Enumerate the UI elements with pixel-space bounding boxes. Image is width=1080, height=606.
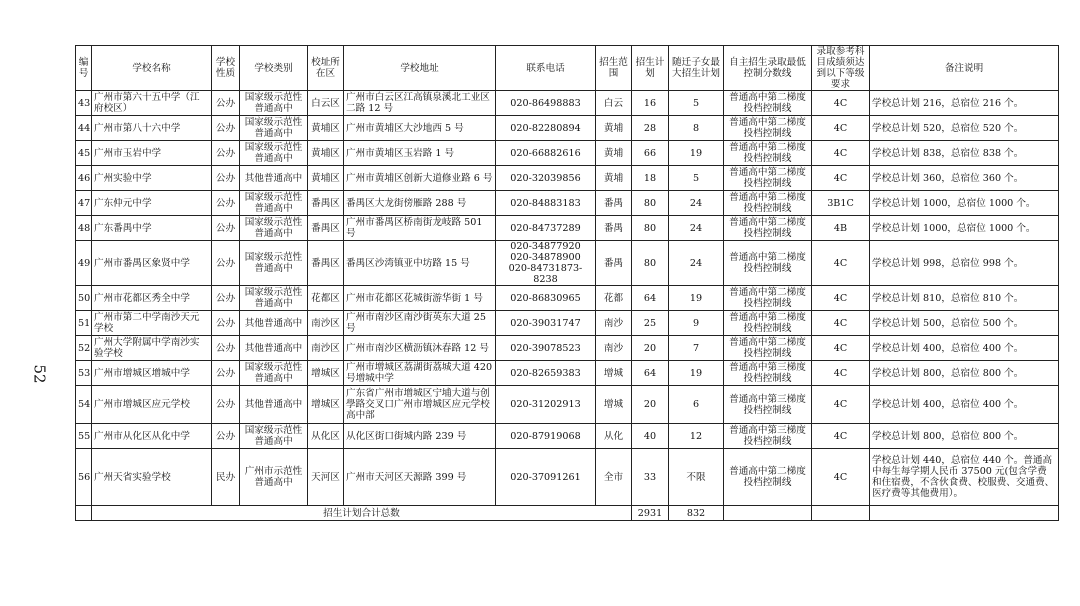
header-range: 招生范围 <box>596 46 632 91</box>
cell-note: 学校总计划 838，总宿位 838 个。 <box>870 141 1059 166</box>
table-row <box>76 336 1059 361</box>
cell-type: 国家级示范性普通高中 <box>240 91 308 116</box>
cell-plan: 18 <box>632 166 669 191</box>
cell-score: 普通高中第三梯度投档控制线 <box>724 361 812 386</box>
cell-num: 50 <box>76 286 92 311</box>
cell-range: 白云 <box>596 91 632 116</box>
cell-nature: 公办 <box>212 424 240 449</box>
cell-grade: 4C <box>812 166 870 191</box>
table-row <box>76 241 1059 286</box>
cell-range: 全市 <box>596 449 632 506</box>
cell-girls: 24 <box>669 191 724 216</box>
cell-range: 番禺 <box>596 191 632 216</box>
cell-num: 55 <box>76 424 92 449</box>
cell-address: 广州市番禺区桥南街龙岐路 501 号 <box>344 216 496 241</box>
cell-range: 番禺 <box>596 216 632 241</box>
cell-address: 广州市增城区荔湖街荔城大道 420 号增城中学 <box>344 361 496 386</box>
cell-grade: 3B1C <box>812 191 870 216</box>
cell-phone: 020-39031747 <box>496 311 596 336</box>
cell-plan: 16 <box>632 91 669 116</box>
cell-range: 南沙 <box>596 311 632 336</box>
cell-num: 46 <box>76 166 92 191</box>
cell-name: 广州市从化区从化中学 <box>92 424 212 449</box>
total-label: 招生计划合计总数 <box>92 506 632 521</box>
cell-name: 广州市第八十六中学 <box>92 116 212 141</box>
cell-name: 广州市增城区增城中学 <box>92 361 212 386</box>
header-district: 校址所在区 <box>308 46 344 91</box>
header-type: 学校类别 <box>240 46 308 91</box>
cell-plan: 25 <box>632 311 669 336</box>
cell-phone: 020-37091261 <box>496 449 596 506</box>
cell-nature: 公办 <box>212 216 240 241</box>
cell-girls: 9 <box>669 311 724 336</box>
cell-num: 53 <box>76 361 92 386</box>
cell-girls: 不限 <box>669 449 724 506</box>
header-nature: 学校性质 <box>212 46 240 91</box>
cell-type: 其他普通高中 <box>240 386 308 424</box>
cell-num: 47 <box>76 191 92 216</box>
cell-plan: 66 <box>632 141 669 166</box>
cell-name: 广州市第六十五中学（江府校区） <box>92 91 212 116</box>
cell-plan: 28 <box>632 116 669 141</box>
cell-nature: 公办 <box>212 141 240 166</box>
cell-num: 56 <box>76 449 92 506</box>
cell-range: 增城 <box>596 361 632 386</box>
cell-district: 白云区 <box>308 91 344 116</box>
cell-type: 国家级示范性普通高中 <box>240 116 308 141</box>
cell-nature: 公办 <box>212 386 240 424</box>
cell-score: 普通高中第三梯度投档控制线 <box>724 424 812 449</box>
cell-num: 43 <box>76 91 92 116</box>
table-row <box>76 216 1059 241</box>
page-number: 52 <box>30 364 49 384</box>
cell-grade: 4C <box>812 449 870 506</box>
cell-range: 番禺 <box>596 241 632 286</box>
cell-name: 广州市第二中学南沙天元学校 <box>92 311 212 336</box>
cell-grade: 4C <box>812 241 870 286</box>
cell-name: 广东仲元中学 <box>92 191 212 216</box>
cell-range: 从化 <box>596 424 632 449</box>
cell-note: 学校总计划 1000，总宿位 1000 个。 <box>870 216 1059 241</box>
cell-grade: 4C <box>812 424 870 449</box>
cell-address: 广州市黄埔区创新大道修业路 6 号 <box>344 166 496 191</box>
cell-grade: 4C <box>812 311 870 336</box>
cell-score: 普通高中第二梯度投档控制线 <box>724 241 812 286</box>
cell-note: 学校总计划 440，总宿位 440 个。普通高中每生每学期人民币 37500 元(包含学费和住宿费，不含伙食费、校服费、交通费、医疗费等其他费用）。 <box>870 449 1059 506</box>
total-plan: 2931 <box>632 506 669 521</box>
total-blank-grade <box>812 506 870 521</box>
cell-nature: 公办 <box>212 166 240 191</box>
cell-phone: 020-84883183 <box>496 191 596 216</box>
cell-range: 黄埔 <box>596 116 632 141</box>
table-row <box>76 424 1059 449</box>
cell-type: 国家级示范性普通高中 <box>240 141 308 166</box>
cell-num: 45 <box>76 141 92 166</box>
cell-type: 其他普通高中 <box>240 311 308 336</box>
cell-score: 普通高中第二梯度投档控制线 <box>724 91 812 116</box>
cell-note: 学校总计划 800，总宿位 800 个。 <box>870 361 1059 386</box>
cell-grade: 4C <box>812 91 870 116</box>
cell-district: 黄埔区 <box>308 141 344 166</box>
cell-nature: 民办 <box>212 449 240 506</box>
cell-type: 国家级示范性普通高中 <box>240 241 308 286</box>
header-phone: 联系电话 <box>496 46 596 91</box>
cell-num: 52 <box>76 336 92 361</box>
cell-phone: 020-82280894 <box>496 116 596 141</box>
cell-grade: 4C <box>812 361 870 386</box>
cell-grade: 4C <box>812 116 870 141</box>
cell-type: 国家级示范性普通高中 <box>240 286 308 311</box>
cell-district: 增城区 <box>308 386 344 424</box>
cell-address: 广州市黄埔区大沙地西 5 号 <box>344 116 496 141</box>
cell-note: 学校总计划 216，总宿位 216 个。 <box>870 91 1059 116</box>
cell-phone: 020-86498883 <box>496 91 596 116</box>
table-row <box>76 449 1059 506</box>
cell-address: 广州市南沙区横沥镇沐春路 12 号 <box>344 336 496 361</box>
cell-type: 国家级示范性普通高中 <box>240 216 308 241</box>
cell-score: 普通高中第二梯度投档控制线 <box>724 166 812 191</box>
cell-address: 番禺区大龙街傍雁路 288 号 <box>344 191 496 216</box>
cell-nature: 公办 <box>212 361 240 386</box>
total-blank-score <box>724 506 812 521</box>
cell-girls: 6 <box>669 386 724 424</box>
header-grade: 录取参考科目成绩须达到以下等级要求 <box>812 46 870 91</box>
cell-girls: 24 <box>669 241 724 286</box>
table-row <box>76 91 1059 116</box>
cell-grade: 4C <box>812 141 870 166</box>
header-address: 学校地址 <box>344 46 496 91</box>
cell-district: 花都区 <box>308 286 344 311</box>
cell-phone: 020-84737289 <box>496 216 596 241</box>
cell-num: 49 <box>76 241 92 286</box>
cell-plan: 80 <box>632 216 669 241</box>
cell-note: 学校总计划 400，总宿位 400 个。 <box>870 386 1059 424</box>
cell-type: 国家级示范性普通高中 <box>240 191 308 216</box>
cell-plan: 40 <box>632 424 669 449</box>
cell-nature: 公办 <box>212 191 240 216</box>
table-row <box>76 386 1059 424</box>
cell-num: 48 <box>76 216 92 241</box>
cell-plan: 20 <box>632 336 669 361</box>
cell-note: 学校总计划 998，总宿位 998 个。 <box>870 241 1059 286</box>
cell-name: 广州市番禺区象贤中学 <box>92 241 212 286</box>
cell-district: 番禺区 <box>308 241 344 286</box>
cell-range: 黄埔 <box>596 141 632 166</box>
cell-district: 番禺区 <box>308 216 344 241</box>
cell-nature: 公办 <box>212 116 240 141</box>
admission-table <box>75 45 1059 521</box>
table-row <box>76 361 1059 386</box>
cell-girls: 5 <box>669 166 724 191</box>
cell-name: 广州市花都区秀全中学 <box>92 286 212 311</box>
header-note: 备注说明 <box>870 46 1059 91</box>
cell-address: 广州市花都区花城街游华街 1 号 <box>344 286 496 311</box>
cell-score: 普通高中第二梯度投档控制线 <box>724 336 812 361</box>
cell-type: 国家级示范性普通高中 <box>240 424 308 449</box>
cell-address: 广州市黄埔区玉岩路 1 号 <box>344 141 496 166</box>
cell-phone: 020-66882616 <box>496 141 596 166</box>
cell-range: 黄埔 <box>596 166 632 191</box>
cell-nature: 公办 <box>212 241 240 286</box>
cell-plan: 64 <box>632 286 669 311</box>
cell-nature: 公办 <box>212 91 240 116</box>
cell-score: 普通高中第二梯度投档控制线 <box>724 311 812 336</box>
total-row <box>76 506 1059 521</box>
cell-note: 学校总计划 520，总宿位 520 个。 <box>870 116 1059 141</box>
cell-note: 学校总计划 810，总宿位 810 个。 <box>870 286 1059 311</box>
cell-phone: 020-34877920 020-34878900 020-84731873-8238 <box>496 241 596 286</box>
cell-score: 普通高中第二梯度投档控制线 <box>724 216 812 241</box>
cell-girls: 19 <box>669 286 724 311</box>
cell-address: 番禺区沙湾镇亚中坊路 15 号 <box>344 241 496 286</box>
cell-grade: 4C <box>812 386 870 424</box>
header-score: 自主招生录取最低控制分数线 <box>724 46 812 91</box>
total-blank-note <box>870 506 1059 521</box>
cell-district: 从化区 <box>308 424 344 449</box>
cell-girls: 8 <box>669 116 724 141</box>
cell-grade: 4B <box>812 216 870 241</box>
cell-phone: 020-39078523 <box>496 336 596 361</box>
cell-score: 普通高中第二梯度投档控制线 <box>724 286 812 311</box>
cell-note: 学校总计划 500，总宿位 500 个。 <box>870 311 1059 336</box>
cell-range: 增城 <box>596 386 632 424</box>
cell-address: 广州市南沙区南沙街英东大道 25 号 <box>344 311 496 336</box>
cell-note: 学校总计划 1000，总宿位 1000 个。 <box>870 191 1059 216</box>
header-girls: 随迁子女最大招生计划 <box>669 46 724 91</box>
cell-score: 普通高中第二梯度投档控制线 <box>724 116 812 141</box>
cell-address: 广东省广州市增城区宁埔大道与创學路交叉口广州市增城区应元学校高中部 <box>344 386 496 424</box>
cell-phone: 020-32039856 <box>496 166 596 191</box>
cell-district: 黄埔区 <box>308 116 344 141</box>
cell-district: 南沙区 <box>308 311 344 336</box>
cell-address: 广州市天河区天源路 399 号 <box>344 449 496 506</box>
cell-name: 广东番禺中学 <box>92 216 212 241</box>
cell-score: 普通高中第三梯度投档控制线 <box>724 386 812 424</box>
cell-range: 南沙 <box>596 336 632 361</box>
cell-address: 从化区街口街城内路 239 号 <box>344 424 496 449</box>
cell-grade: 4C <box>812 286 870 311</box>
cell-num: 51 <box>76 311 92 336</box>
cell-note: 学校总计划 400，总宿位 400 个。 <box>870 336 1059 361</box>
table-row <box>76 166 1059 191</box>
table-row <box>76 116 1059 141</box>
table-row <box>76 191 1059 216</box>
cell-nature: 公办 <box>212 336 240 361</box>
cell-girls: 24 <box>669 216 724 241</box>
cell-plan: 33 <box>632 449 669 506</box>
cell-grade: 4C <box>812 336 870 361</box>
cell-girls: 12 <box>669 424 724 449</box>
cell-name: 广州大学附属中学南沙实验学校 <box>92 336 212 361</box>
cell-plan: 80 <box>632 241 669 286</box>
cell-district: 黄埔区 <box>308 166 344 191</box>
table-row <box>76 286 1059 311</box>
cell-phone: 020-86830965 <box>496 286 596 311</box>
cell-name: 广州市增城区应元学校 <box>92 386 212 424</box>
header-plan: 招生计划 <box>632 46 669 91</box>
table-row <box>76 311 1059 336</box>
cell-phone: 020-31202913 <box>496 386 596 424</box>
header-num: 编号 <box>76 46 92 91</box>
cell-score: 普通高中第二梯度投档控制线 <box>724 141 812 166</box>
cell-address: 广州市白云区江高镇泉溪北工业区二路 12 号 <box>344 91 496 116</box>
cell-girls: 19 <box>669 141 724 166</box>
cell-district: 天河区 <box>308 449 344 506</box>
cell-num: 44 <box>76 116 92 141</box>
cell-name: 广州市玉岩中学 <box>92 141 212 166</box>
cell-district: 番禺区 <box>308 191 344 216</box>
total-girls: 832 <box>669 506 724 521</box>
cell-nature: 公办 <box>212 311 240 336</box>
cell-plan: 64 <box>632 361 669 386</box>
cell-girls: 19 <box>669 361 724 386</box>
table-row <box>76 141 1059 166</box>
cell-girls: 5 <box>669 91 724 116</box>
cell-num: 54 <box>76 386 92 424</box>
cell-note: 学校总计划 800，总宿位 800 个。 <box>870 424 1059 449</box>
cell-type: 其他普通高中 <box>240 166 308 191</box>
cell-range: 花都 <box>596 286 632 311</box>
cell-phone: 020-82659383 <box>496 361 596 386</box>
total-blank <box>76 506 92 521</box>
cell-plan: 20 <box>632 386 669 424</box>
cell-type: 其他普通高中 <box>240 336 308 361</box>
cell-note: 学校总计划 360，总宿位 360 个。 <box>870 166 1059 191</box>
cell-name: 广州实验中学 <box>92 166 212 191</box>
cell-district: 增城区 <box>308 361 344 386</box>
cell-girls: 7 <box>669 336 724 361</box>
cell-phone: 020-87919068 <box>496 424 596 449</box>
cell-plan: 80 <box>632 191 669 216</box>
cell-type: 广州市示范性普通高中 <box>240 449 308 506</box>
cell-score: 普通高中第二梯度投档控制线 <box>724 191 812 216</box>
cell-name: 广州天省实验学校 <box>92 449 212 506</box>
cell-type: 国家级示范性普通高中 <box>240 361 308 386</box>
header-name: 学校名称 <box>92 46 212 91</box>
cell-district: 南沙区 <box>308 336 344 361</box>
cell-score: 普通高中第二梯度投档控制线 <box>724 449 812 506</box>
cell-nature: 公办 <box>212 286 240 311</box>
header-row <box>76 46 1059 91</box>
